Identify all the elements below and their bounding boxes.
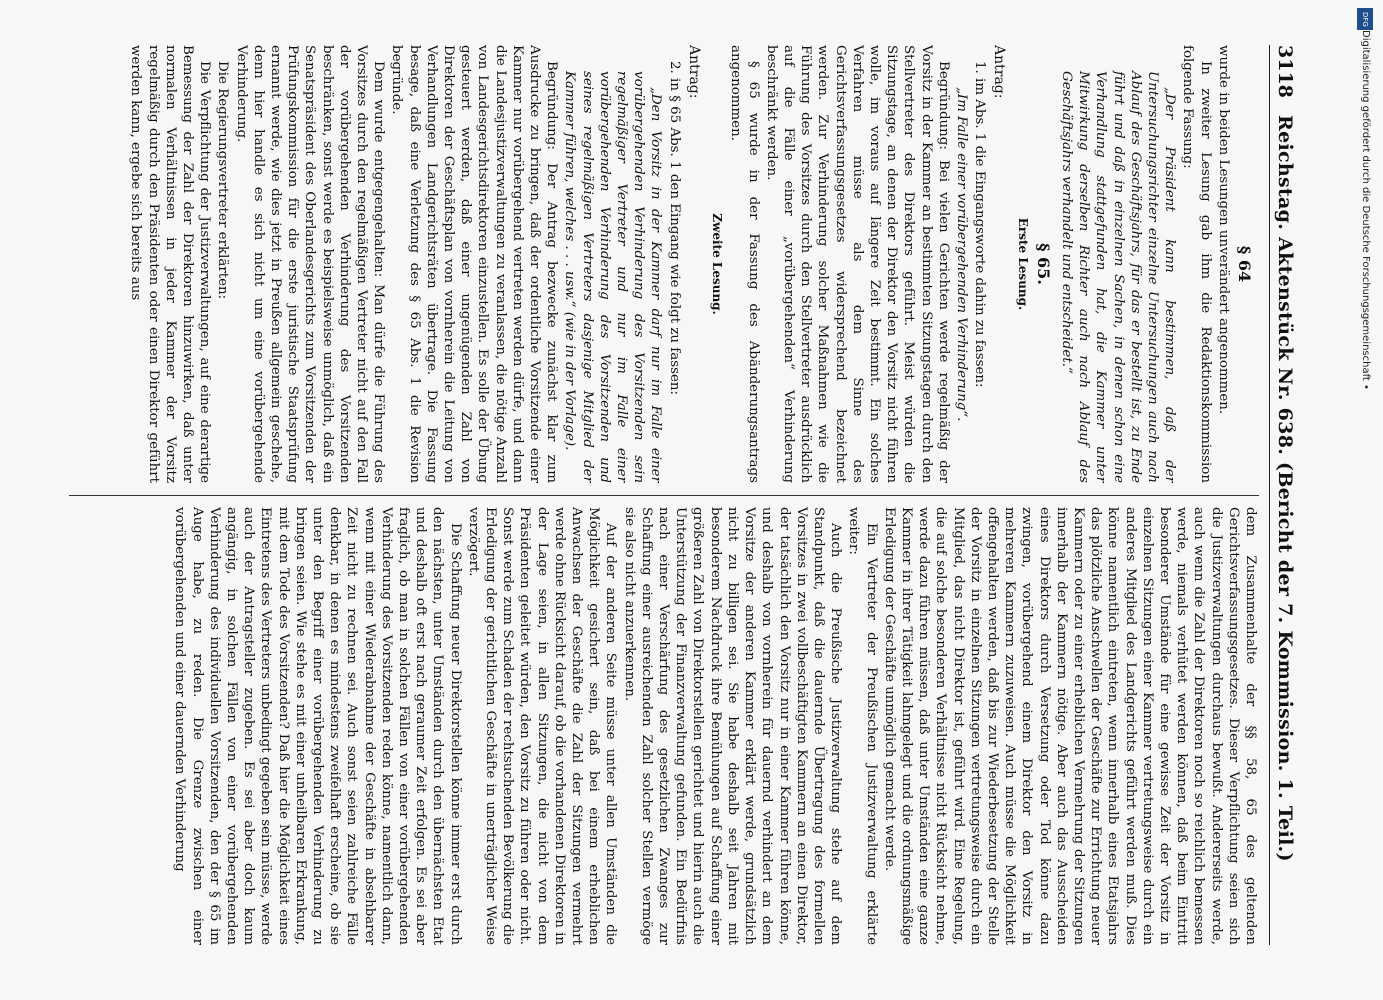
dfg-logo: DFG [1357,8,1373,30]
quoted-text: „Den Vorsitz in der Kammer darf nur im Falle einer vorübergehenden Verhinderung des Vorsitzenden sein regelmäßiger Vertreter und nur im Falle einer vorübergehenden Verhinderung des Vorsitzenden und seines regelmäßigen Vertreters dasjenige Mitglied der Kammer führen, welches . . . usw.“ (wie in der Vorlage). [562,71,664,483]
right-column [69,507,1259,945]
paragraph: Die Regierungsvertreter erklärten: [215,61,231,300]
paragraph: Ein Vertreter der Preußischen Justizverwaltung erklärte weiter: [846,507,879,945]
digitization-credit [1353,30,1375,930]
quoted-text: „Der Präsident kann bestimmen, daß der Untersuchungsrichter einzelne Untersuchungen auch nach Ablauf des Geschäftsjahrs, für das er bestellt ist, zu Ende führt und daß in einzelnen Sachen, in denen schon eine Verhandlung stattgefunden hat, die Kammer unter Mitwirkung derselben Richter auch nach Ablauf des Geschäftsjahrs verhandelt und entscheidet.“ [1058,71,1178,483]
section-heading-65: § 65. [1033,243,1053,285]
running-title: Reichstag. Aktenstück Nr. 638. (Bericht der 7. Kommission. 1. Teil.) [1274,115,1296,862]
first-reading-heading: Erste Lesung. [1015,217,1030,311]
paragraph: Die Verpflichtung der Justizverwaltungen, auf eine derartige Bemessung der Zahl der Direktoren hinzuwirken, daß unter normalen Verhältnissen in jeder Kammer der Vorsitz regelmäßig durch den Präsidenten oder einen Direktor geführt werden kann, ergebe sich bereits aus [128,45,213,483]
paragraph: In zweiter Lesung gab ihm die Redaktionskommission folgende Fassung: [1180,45,1213,483]
page-number: 3118 [1274,45,1296,98]
paragraph: 2. in § 65 Abs. 1 den Eingang wie folgt zu fassen: [666,61,682,396]
paragraph: § 65 wurde in der Fassung des Abänderungsantrags angenommen. [728,45,761,483]
rotated-page-frame [63,45,1313,945]
paragraph: Auf der anderen Seite müsse unter allen Umständen die Möglichkeit gesichert sein, daß bei einem erheblichen Anwachsen der Geschäfte die Zahl der Sitzungen vermehrt werde ohne Rücksicht darauf, ob die vorhandenen Direktoren in der Lage seien, in allen Sitzungen, die nicht von dem Präsidenten geleitet würden, den Vorsitz zu führen oder nicht. Sonst werde zum Schaden der rechtsuchenden Bevölkerung die Erledigung der gerichtlichen Geschäfte in unerträglicher Weise verzögert. [465,507,619,945]
page-header [1269,45,1313,945]
paragraph: Die Schaffung neuer Direktorstellen könne immer erst durch den nächsten, unter Umständen durch den übernächsten Etat und deshalb oft erst nach geraumer Zeit erfolgen. Es sei aber fraglich, ob man in solchen Fällen von einer vorübergehenden Verhinderung des Vorsitzenden reden könne, namentlich dann, wenn mit einer Wiederabnahme der Geschäfte in absehbarer Zeit nicht zu rechnen sei. Auch sonst seien zahlreiche Fälle denkbar, in denen es mindestens zweifelhaft erscheine, ob sie unter den Begriff einer vorübergehenden Verhinderung zu bringen seien. Wie stehe es mit einer unheilbaren Erkrankung, mit dem Tode des Vorsitzenden? Daß hier die Möglichkeit eines Eintretens des Vertreters unbedingt gegeben sein müsse, werde auch der Antragsteller zugeben. Es sei aber doch kaum angängig, in solchen Fällen von einer vorübergehenden Verhinderung des individuellen Vorsitzenden, den der § 65 im Auge habe, zu reden. Die Grenze zwischen einer vorübergehenden und einer dauernden Verhinderung [172,507,463,945]
antrag-label: Antrag: [685,45,702,99]
second-reading-heading: Zweite Lesung. [710,213,725,315]
text-columns [69,45,1259,945]
paragraph: 1. im Abs. 1 die Eingangsworte dahin zu fassen: [972,61,988,388]
paragraph: wurde in beiden Lesungen unverändert angenommen. [1215,45,1231,415]
quoted-text: „Im Falle einer vorübergehenden Verhinderung“. [953,87,969,422]
paragraph: dem Zusammenhalte der §§ 58, 65 des geltenden Gerichtsverfassungsgesetzes. Dieser Verpflichtung seien sich die Justizverwaltungen durchaus bewußt. Andererseits werde, auch wenn die Zahl der Direktoren noch so reichlich bemessen werde, niemals verhütet werden können, daß beim Eintritt besonderer Umstände für eine gewisse Zeit der Vorsitz in einzelnen Sitzungen einer Kammer vertretungsweise durch ein anderes Mitglied des Landgerichts geführt werden muß. Dies könne namentlich eintreten, wenn innerhalb eines Etatsjahrs das plötzliche Anschwellen der Geschäfte zur Errichtung neuer Kammern oder zu einer erheblichen Vermehrung der Sitzungen innerhalb der Kammern nötige. Aber auch das Ausscheiden eines Direktors durch Versetzung oder Tod könne dazu zwingen, vorübergehend einem Direktor den Vorsitz in mehreren Kammern zuzuweisen. Auch müsse die Möglichkeit offengehalten werden, daß bis zur Wiederbesetzung der Stelle der Vorsitz in einzelnen Sitzungen vertretungsweise durch ein Mitglied, das nicht Direktor ist, geführt wird. Eine Regelung, die auf solche besonderen Verhältnisse nicht Rücksicht nehme, werde dazu führen müssen, daß unter Umständen eine ganze Kammer in ihrer Tätigkeit lahmgelegt und die ordnungsmäßige Erledigung der Geschäfte unmöglich gemacht werde. [881,507,1258,945]
credit-text: Digitalisierung gefördert durch die Deutsche Forschungsgemeinschaft • [1360,30,1371,390]
paragraph: Dem wurde entgegengehalten: Man dürfe die Führung des Vorsitzes durch den regelmäßigen Vertreter nicht auf den Fall der vorübergehenden Verhinderung des Vorsitzenden beschränken, sonst werde es beispielsweise unmöglich, daß ein Senatspräsident des Oberlandesgerichts zum Vorsitzenden der Prüfungskommission für die erste juristische Staatsprüfung ernannt werde, wie dies jetzt in Preußen allgemein geschehe, denn hier handle es sich nicht um eine vorübergehende Verhinderung. [233,45,387,483]
column-divider [69,495,1259,496]
paragraph: Auch die Preußische Justizverwaltung stehe auf dem Standpunkt, daß die dauernde Übertragung des formellen Vorsitzes in zwei vollbeschäftigten Kammern an einen Direktor, der tatsächlich den Vorsitz nur in einer Kammer führen könne, und deshalb von vornherein für dauernd verhindert an dem Vorsitze der anderen Kammer erklärt werde, grundsätzlich nicht zu billigen sei. Sie habe deshalb seit Jahren mit besonderem Nachdruck ihre Bemühungen auf Schaffung einer größeren Zahl von Direktorstellen gerichtet und hierin auch die Unterstützung der Finanzverwaltung gefunden. Ein Bedürfnis nach einer Verschärfung des gesetzlichen Zwanges zur Schaffung einer ausreichenden Zahl solcher Stellen vermöge sie also nicht anzuerkennen. [621,507,844,945]
left-column [69,45,1259,483]
section-heading-64: § 64 [1235,245,1254,283]
antrag-label: Antrag: [991,45,1008,99]
paragraph: Begründung: Der Antrag bezwecke zunächst klar zum Ausdrucke zu bringen, daß der ordentliche Vorsitzende einer Kammer nur vorübergehend vertreten werden dürfe, und dann die Landesjustizverwaltungen zu veranlassen, die nötige Anzahl von Landesgerichtsdirektoren einzustellen. Es solle der Übung gesteuert werden, daß einer ungenügenden Zahl von Direktoren der Geschäftsplan von vornherein die Leitung von Verhandlungen Landgerichtsräten übertrage. Die Fassung besage, daß eine Verletzung des § 65 Abs. 1 die Revision begründe. [389,45,560,483]
paragraph: Begründung: Bei vielen Gerichten werde regelmäßig der Vorsitz in der Kammer an bestimmten Sitzungstagen durch den Stellvertreter des Direktors geführt. Meist würden die Sitzungstage, an denen der Direktor den Vorsitz nicht führen wolle, im voraus auf längere Zeit bestimmt. Ein solches Verfahren müsse als dem Sinne des Gerichtsverfassungsgesetzes widersprechend bezeichnet werden. Zur Verhinderung solcher Maßnahmen wie die Führung des Vorsitzes durch den Stellvertreter ausdrücklich auf die Fälle einer „vorübergehenden“ Verhinderung beschränkt werden. [763,45,951,483]
